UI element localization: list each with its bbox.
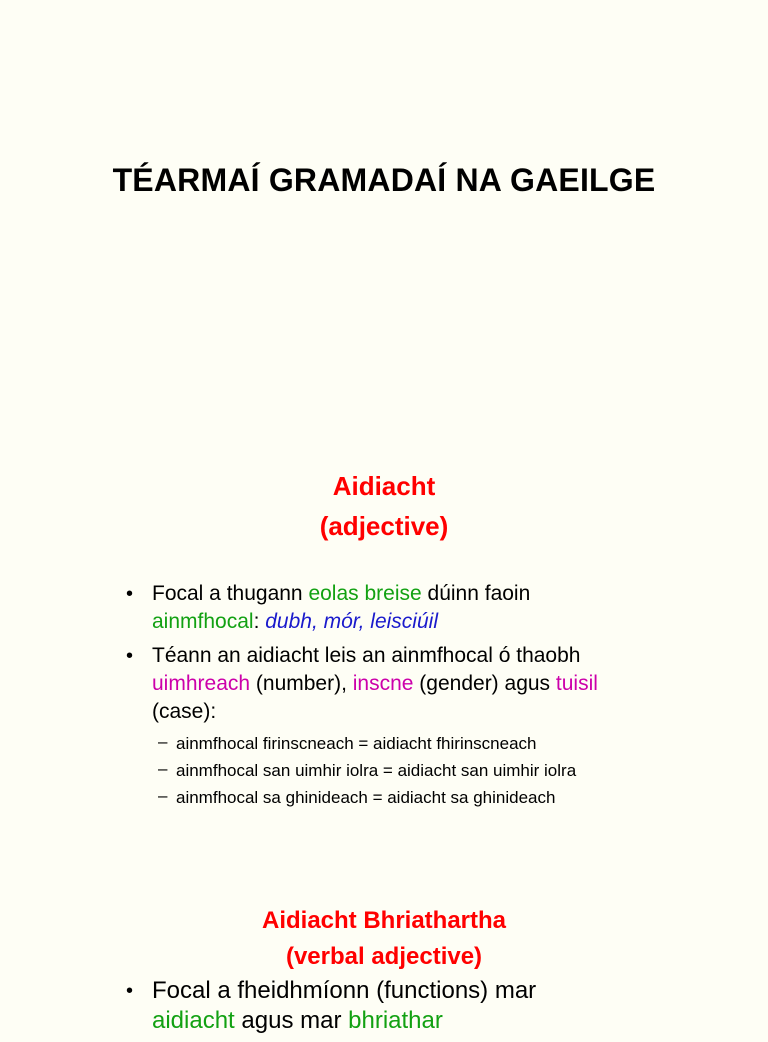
text-segment: agus mar bbox=[234, 1007, 349, 1034]
sub-item: – ainmfhocal san uimhir iolra = aidiacht san uimhir iolra bbox=[152, 757, 646, 784]
text-segment: Téann an aidiacht leis an ainmfhocal ó thaobh bbox=[152, 644, 581, 667]
term-eolas-breise: eolas breise bbox=[308, 582, 422, 605]
aidiacht-bhriathartha-bullet-list bbox=[126, 976, 646, 1042]
example-words: dubh, mór, leisciúil bbox=[265, 610, 438, 633]
bullet-agreement bbox=[126, 642, 646, 811]
text-segment: (gender) agus bbox=[413, 672, 556, 695]
aidiacht-bullet-list bbox=[126, 580, 646, 817]
term-uimhreach: uimhreach bbox=[152, 672, 251, 695]
sub-item: – ainmfhocal firinscneach = aidiacht fhirinscneach bbox=[152, 730, 646, 757]
term-tuisil: tuisil bbox=[555, 672, 598, 695]
text-segment: (case): bbox=[152, 700, 217, 723]
term-bhriathar: bhriathar bbox=[348, 1007, 443, 1034]
bullet-definition bbox=[126, 580, 646, 636]
sub-item: – ainmfhocal sa ghinideach = aidiacht sa ghinideach bbox=[152, 784, 646, 811]
section-heading-line2: (adjective) bbox=[319, 511, 449, 541]
term-aidiacht: aidiacht bbox=[152, 1007, 235, 1034]
section-heading-aidiacht bbox=[0, 466, 768, 546]
text-segment: dúinn faoin bbox=[421, 582, 531, 605]
bullet-definition bbox=[126, 976, 646, 1036]
text-segment: : bbox=[253, 610, 266, 633]
section-heading-aidiacht-bhriathartha bbox=[0, 903, 768, 975]
section-heading-line1: Aidiacht Bhriathartha bbox=[261, 907, 507, 934]
term-ainmfhocal: ainmfhocal bbox=[152, 610, 254, 633]
text-segment: (number), bbox=[250, 672, 353, 695]
text-segment: Focal a fheidhmíonn (functions) mar bbox=[152, 977, 537, 1004]
text-segment: Focal a thugann bbox=[152, 582, 309, 605]
term-inscne: inscne bbox=[352, 672, 414, 695]
section-heading-line1: Aidiacht bbox=[332, 471, 436, 501]
sub-list bbox=[152, 730, 646, 811]
section-heading-line2: (verbal adjective) bbox=[285, 943, 483, 970]
page-title: TÉARMAÍ GRAMADAÍ NA GAEILGE bbox=[112, 162, 656, 198]
